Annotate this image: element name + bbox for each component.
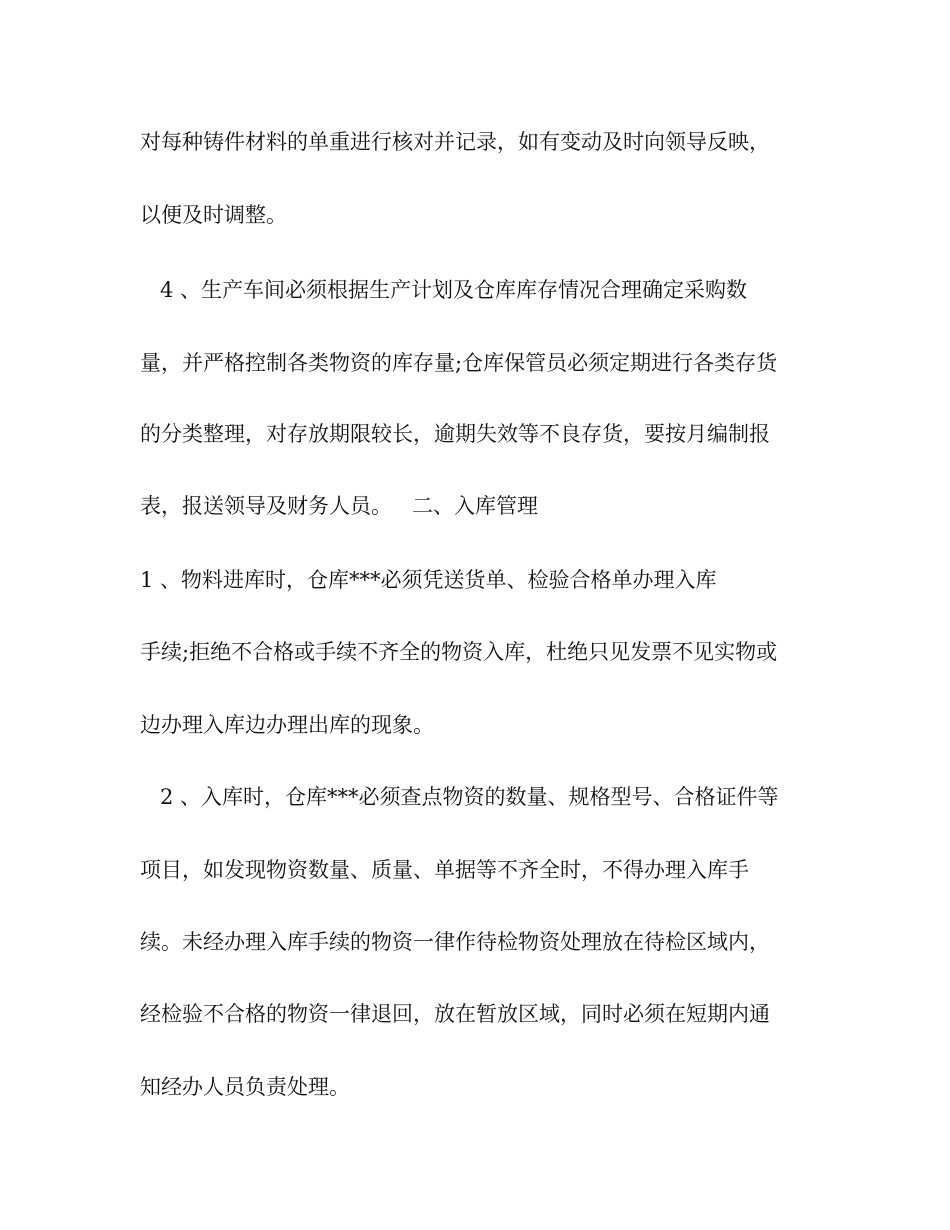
text-line: 表，报送领导及财务人员。 二、入库管理 [140,494,539,518]
text-line: 边办理入库边办理出库的现象。 [140,713,434,737]
text-line: 量，并严格控制各类物资的库存量;仓库保管员必须定期进行各类存货 [140,351,778,375]
text-line: 的分类整理，对存放期限较长，逾期失效等不良存货，要按月编制报 [140,422,770,446]
text-line: 以便及时调整。 [140,203,287,227]
text-line: 2 、入库时，仓库***必须查点物资的数量、规格型号、合格证件等 [140,785,779,809]
text-line: 经检验不合格的物资一律退回，放在暂放区域，同时必须在短期内通 [140,1002,770,1026]
text-line: 知经办人员负责处理。 [140,1075,350,1099]
text-line: 续。未经办理入库手续的物资一律作待检物资处理放在待检区域内， [140,930,770,954]
text-line: 对每种铸件材料的单重进行核对并记录，如有变动及时向领导反映， [140,130,770,154]
text-line: 手续;拒绝不合格或手续不齐全的物资入库，杜绝只见发票不见实物或 [140,640,778,664]
text-line: 项目，如发现物资数量、质量、单据等不齐全时，不得办理入库手 [140,858,749,882]
text-line: 4 、生产车间必须根据生产计划及仓库库存情况合理确定采购数 [140,278,748,302]
text-line: 1 、物料进库时，仓库***必须凭送货单、检验合格单办理入库 [140,568,717,592]
